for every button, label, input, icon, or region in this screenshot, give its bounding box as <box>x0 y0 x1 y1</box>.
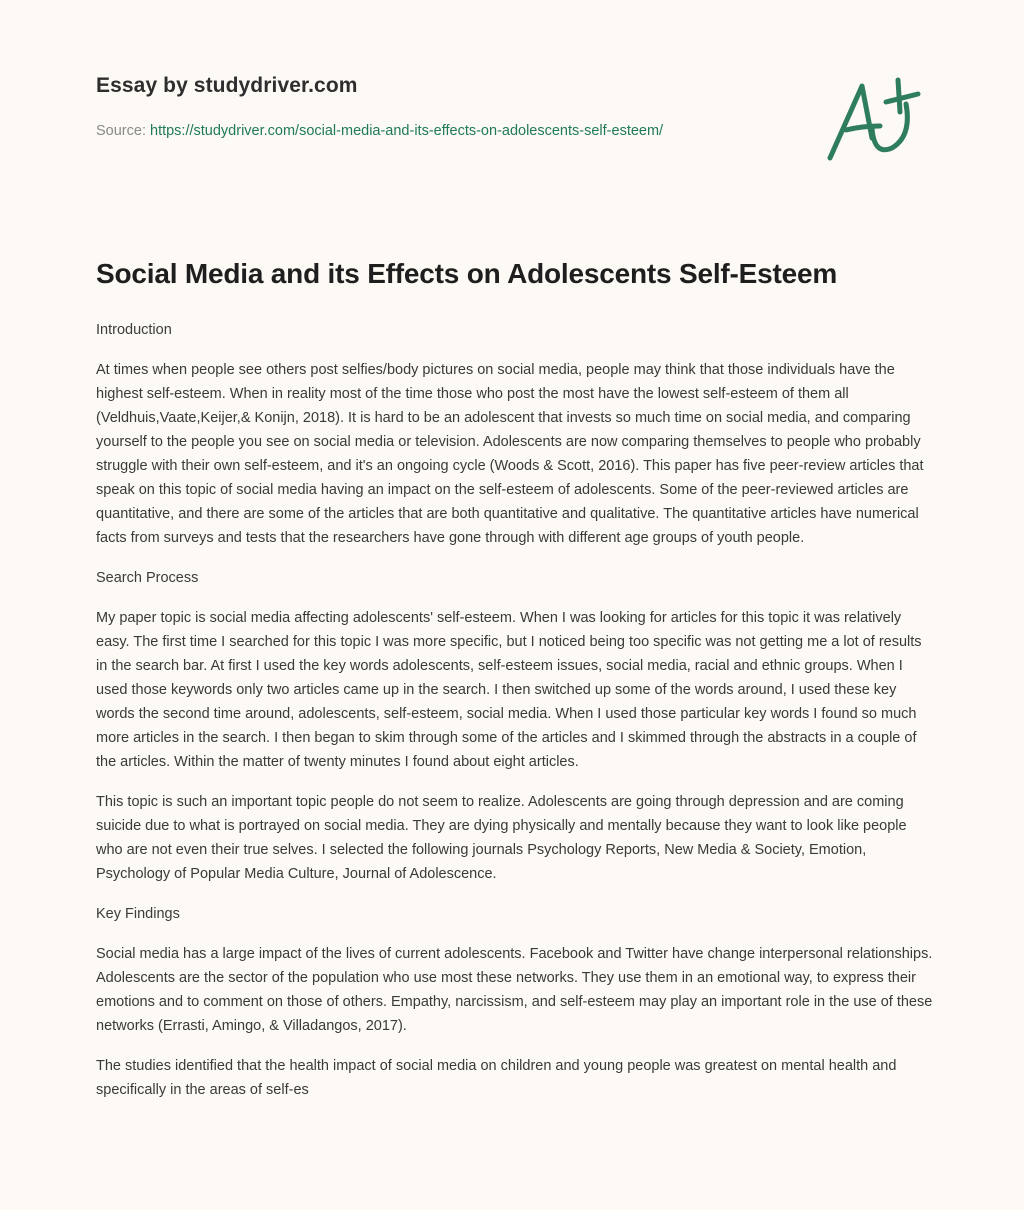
paragraph: The studies identified that the health impact of social media on children and young people was greatest on mental health and specifically in the areas of self-es <box>96 1058 897 1098</box>
essay-article <box>96 254 936 1118</box>
site-brand: Essay by studydriver.com <box>96 74 358 97</box>
page-header <box>96 74 796 141</box>
paragraph: At times when people see others post selfies/body pictures on social media, people may think that those individuals have the highest self-esteem. When in reality most of the time those who post the most have the lowest self-esteem of them all (Veldhuis,Vaate,Keijer,& Konijn, 2018). It is hard to be an adolescent that invests so much time on social media, and comparing yourself to the people you see on social media or television. Adolescents are now comparing themselves to people who probably struggle with their own self-esteem, and it's an ongoing cycle (Woods & Scott, 2016). This paper has five peer-review articles that speak on this topic of social media having an impact on the self-esteem of adolescents. Some of the peer-reviewed articles are quantitative, and there are some of the articles that are both quantitative and qualitative. The quantitative articles have numerical facts from surveys and tests that the researchers have gone through with different age groups of youth people. <box>96 362 924 546</box>
section-search-process <box>96 566 936 886</box>
section-introduction <box>96 318 936 550</box>
a-plus-grade-icon <box>820 68 930 168</box>
source-link[interactable]: https://studydriver.com/social-media-and-its-effects-on-adolescents-self-esteem/ <box>150 123 664 139</box>
paragraph: Social media has a large impact of the lives of current adolescents. Facebook and Twitter have change interpersonal relationships. Adolescents are the sector of the population who use most these networks. They use them in an emotional way, to express their emotions and to comment on those of others. Empathy, narcissism, and self-esteem may play an important role in the use of these networks (Errasti, Amingo, & Villadangos, 2017). <box>96 946 933 1034</box>
essay-title: Social Media and its Effects on Adolescents Self-Esteem <box>96 258 838 289</box>
paragraph: My paper topic is social media affecting adolescents' self-esteem. When I was looking for articles for this topic it was relatively easy. The first time I searched for this topic I was more specific, but I noticed being too specific was not getting me a lot of results in the search bar. At first I used the key words adolescents, self-esteem issues, social media, racial and ethnic groups. When I used those keywords only two articles came up in the search. I then switched up some of the words around, I used these key words the second time around, adolescents, self-esteem, social media. When I used those particular key words I found so much more articles in the search. I then began to skim through some of the articles and I skimmed through the abstracts in a couple of the articles. Within the matter of twenty minutes I found about eight articles. <box>96 610 922 770</box>
section-heading: Key Findings <box>96 906 180 922</box>
section-heading: Introduction <box>96 322 172 338</box>
section-heading: Search Process <box>96 570 199 586</box>
section-key-findings <box>96 902 936 1102</box>
source-label: Source: <box>96 123 150 139</box>
paragraph: This topic is such an important topic people do not seem to realize. Adolescents are going through depression and are coming suicide due to what is portrayed on social media. They are dying physically and mentally because they want to look like people who are not even their true selves. I selected the following journals Psychology Reports, New Media & Society, Emotion, Psychology of Popular Media Culture, Journal of Adolescence. <box>96 794 907 882</box>
source-line <box>96 121 796 141</box>
